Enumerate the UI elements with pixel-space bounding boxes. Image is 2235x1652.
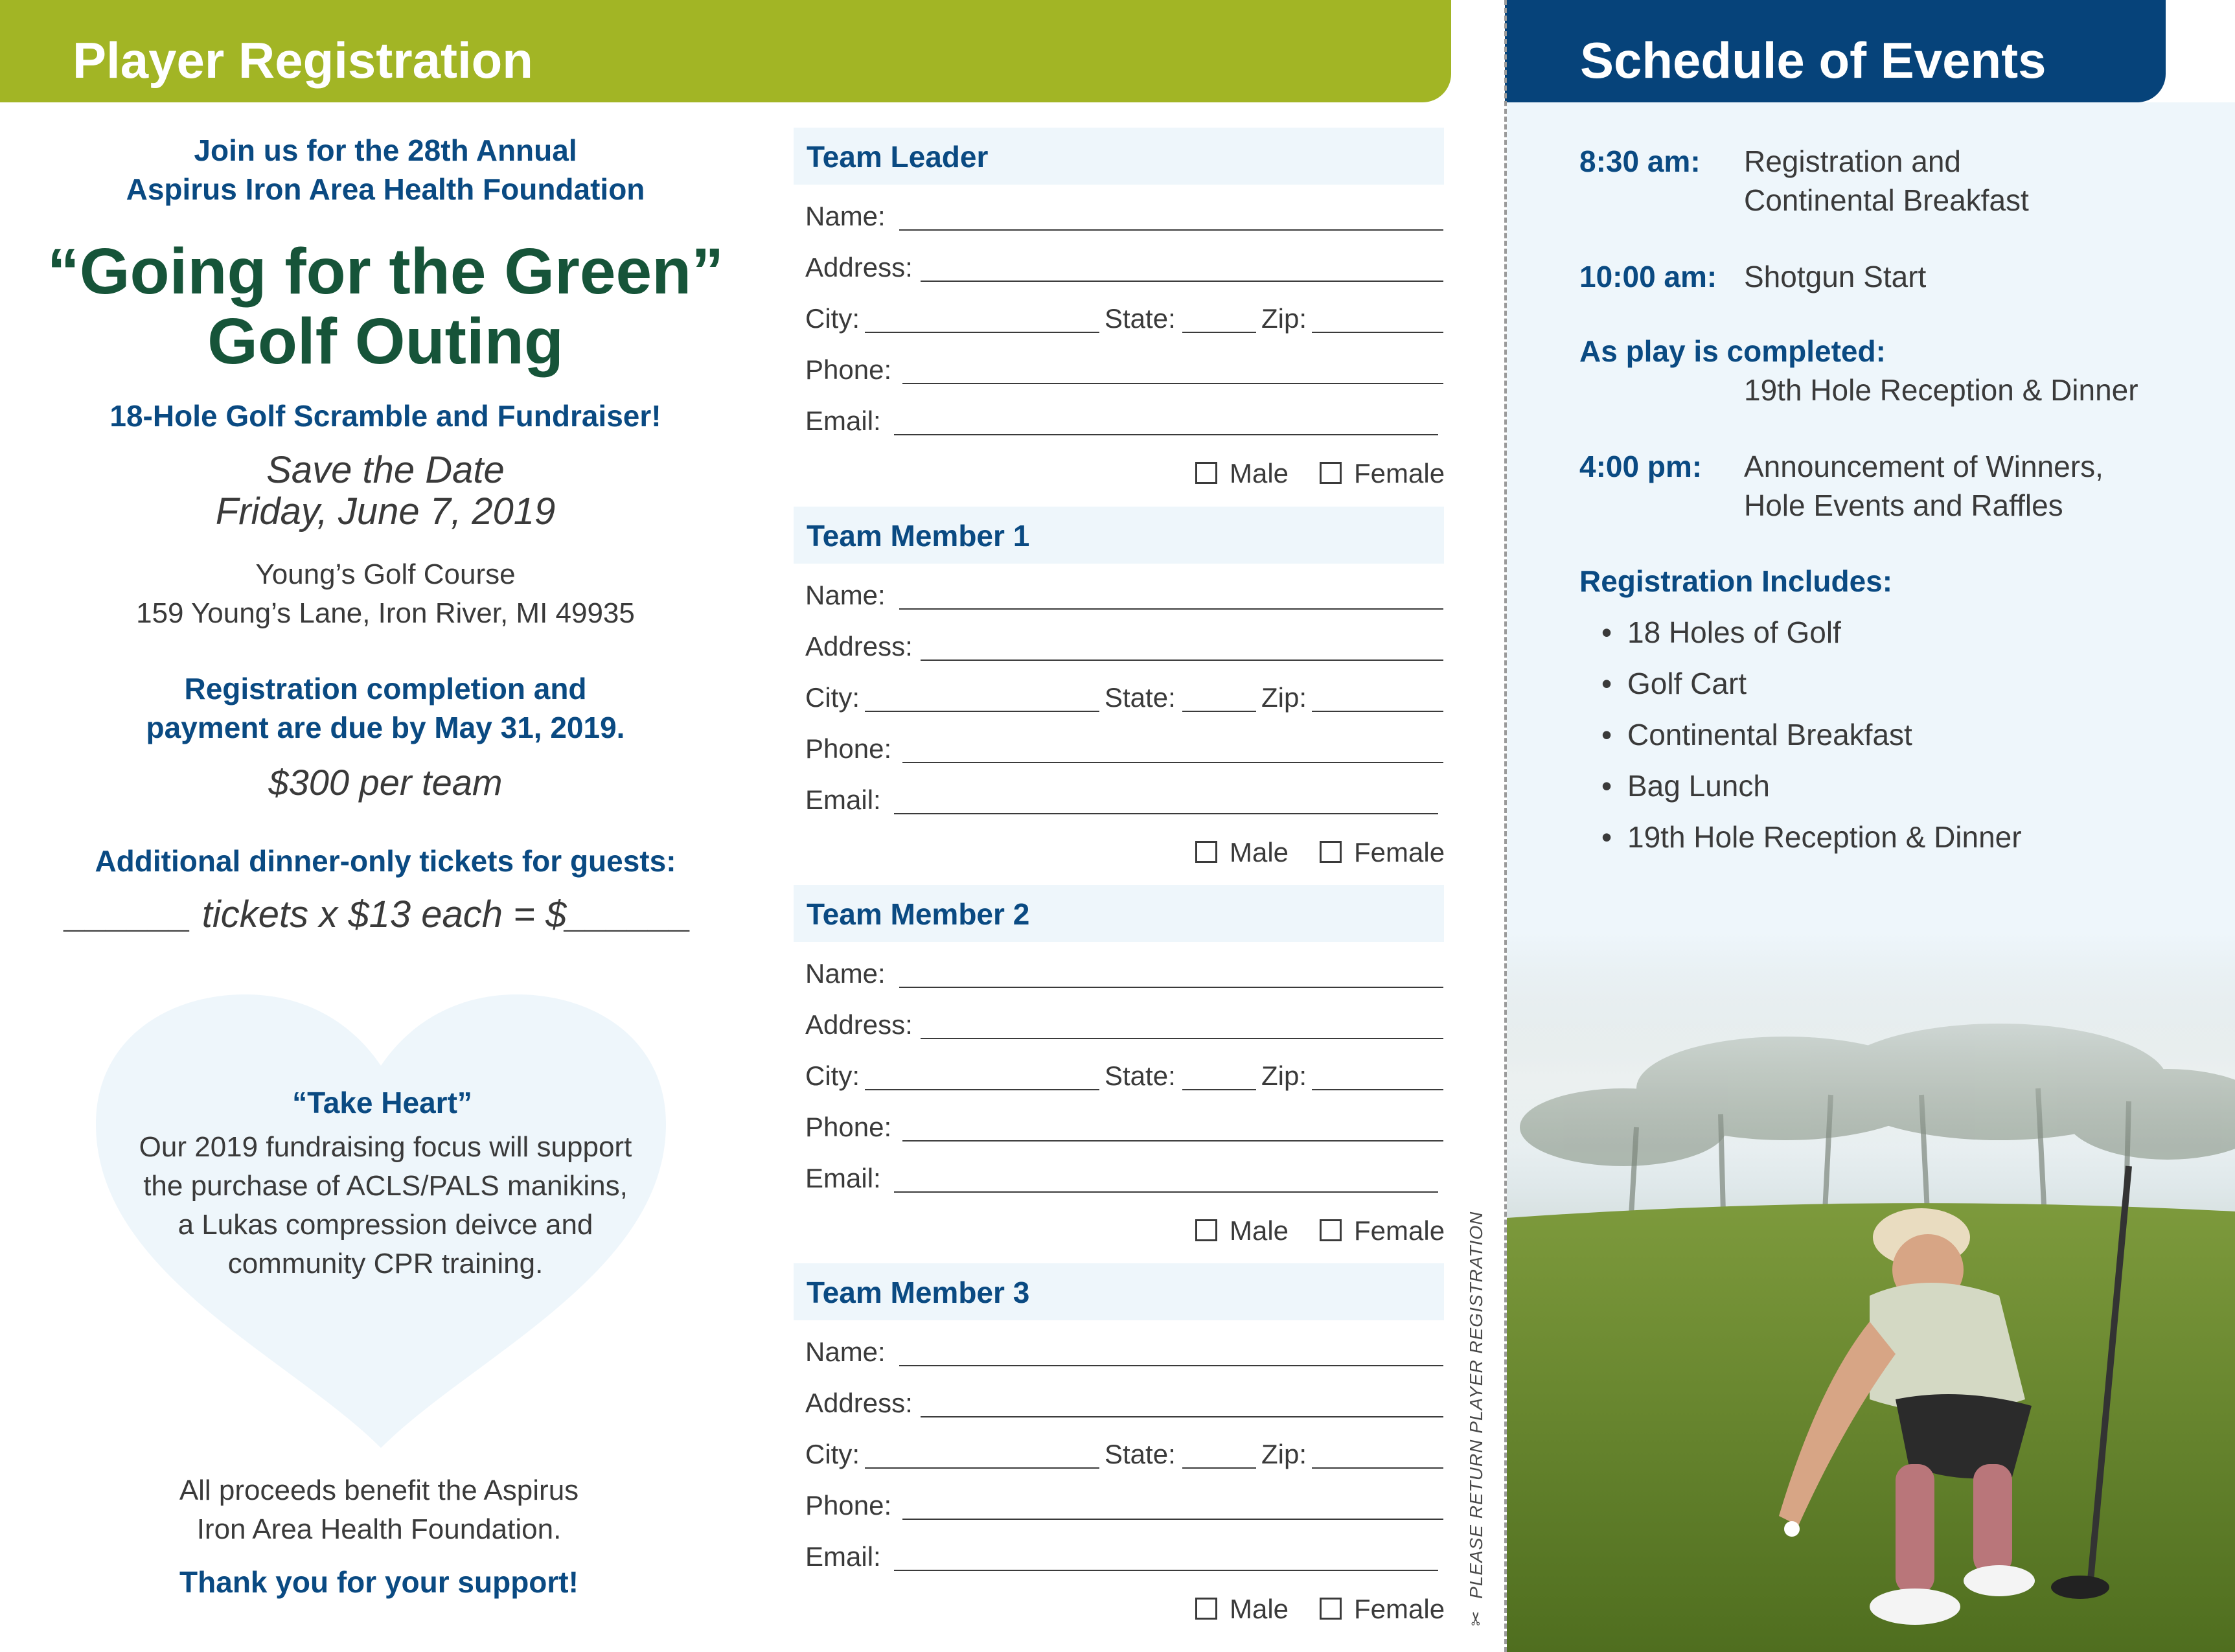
event-subtitle: 18-Hole Golf Scramble and Fundraiser! (109, 399, 661, 433)
name-label: Name: (805, 1337, 886, 1367)
male-label: Male (1230, 1594, 1289, 1624)
name-field[interactable] (899, 987, 1443, 988)
male-label: Male (1230, 458, 1289, 488)
event-title-line-2: Golf Outing (207, 305, 564, 378)
zip-field[interactable] (1312, 1089, 1443, 1090)
address-label: Address: (805, 1388, 913, 1418)
due-line-2: payment are due by May 31, 2019. (146, 711, 625, 744)
extra-tickets-line: ______ tickets x $13 each = $______ (66, 893, 692, 935)
city-label: City: (805, 1061, 860, 1091)
state-field[interactable] (1182, 1089, 1256, 1090)
email-label: Email: (805, 1541, 881, 1572)
includes-item: • Golf Cart (1627, 666, 1747, 701)
address-label: Address: (805, 1009, 913, 1040)
city-field[interactable] (865, 1089, 1099, 1090)
phone-field[interactable] (902, 1140, 1443, 1141)
heart-line-2: the purchase of ACLS/PALS manikins, (143, 1170, 628, 1202)
female-checkbox[interactable] (1320, 841, 1342, 863)
name-label: Name: (805, 580, 886, 610)
section-header (794, 507, 1444, 564)
phone-label: Phone: (805, 1112, 892, 1142)
address-field[interactable] (921, 281, 1443, 282)
zip-label: Zip: (1261, 1061, 1307, 1091)
schedule-time: 8:30 am: (1579, 144, 1701, 178)
name-field[interactable] (899, 1365, 1443, 1366)
section-header (794, 1263, 1444, 1320)
male-label: Male (1230, 1215, 1289, 1246)
email-label: Email: (805, 1163, 881, 1193)
female-label: Female (1354, 837, 1445, 867)
golfer-photo (1507, 933, 2235, 1652)
female-checkbox[interactable] (1320, 1219, 1342, 1241)
email-field[interactable] (894, 1191, 1438, 1193)
heart-line-4: community CPR training. (227, 1248, 544, 1279)
state-label: State: (1105, 1061, 1176, 1091)
section-header (794, 885, 1444, 942)
zip-field[interactable] (1312, 332, 1443, 333)
male-checkbox[interactable] (1195, 1598, 1217, 1620)
male-label: Male (1230, 837, 1289, 867)
female-label: Female (1354, 458, 1445, 488)
state-label: State: (1105, 1439, 1176, 1469)
female-checkbox[interactable] (1320, 462, 1342, 484)
phone-field[interactable] (902, 762, 1443, 763)
includes-item: • Bag Lunch (1627, 768, 1770, 803)
city-label: City: (805, 682, 860, 713)
section-title: Team Member 3 (807, 1276, 1030, 1309)
proceeds-line-1: All proceeds benefit the Aspirus (179, 1474, 579, 1506)
schedule-time: As play is completed: (1579, 334, 1886, 368)
thank-you: Thank you for your support! (179, 1565, 579, 1599)
schedule-title: Schedule of Events (1580, 32, 2046, 89)
schedule-event-cont: Hole Events and Raffles (1744, 488, 2063, 522)
heart-title: “Take Heart” (292, 1086, 472, 1119)
proceeds-line-2: Iron Area Health Foundation. (196, 1513, 562, 1545)
phone-field[interactable] (902, 1519, 1443, 1520)
state-field[interactable] (1182, 711, 1256, 712)
female-checkbox[interactable] (1320, 1598, 1342, 1620)
city-field[interactable] (865, 711, 1099, 712)
name-field[interactable] (899, 229, 1443, 231)
state-field[interactable] (1182, 332, 1256, 333)
includes-title: Registration Includes: (1579, 564, 1893, 598)
heart-line-1: Our 2019 fundraising focus will support (139, 1131, 632, 1163)
state-label: State: (1105, 682, 1176, 713)
zip-label: Zip: (1261, 1439, 1307, 1469)
phone-field[interactable] (902, 383, 1443, 384)
schedule-event: Registration and (1744, 144, 1961, 178)
zip-field[interactable] (1312, 1467, 1443, 1469)
name-label: Name: (805, 958, 886, 989)
registration-title: Player Registration (73, 32, 533, 89)
city-label: City: (805, 1439, 860, 1469)
schedule-event: Announcement of Winners, (1744, 450, 2103, 483)
address-label: Address: (805, 631, 913, 661)
phone-label: Phone: (805, 733, 892, 764)
address-label: Address: (805, 252, 913, 282)
phone-label: Phone: (805, 1490, 892, 1520)
name-label: Name: (805, 201, 886, 231)
venue-name: Young’s Golf Course (255, 558, 516, 590)
schedule-header (1505, 0, 2166, 102)
email-field[interactable] (894, 813, 1438, 814)
intro-line-1: Join us for the 28th Annual (194, 133, 577, 167)
extra-tickets-label: Additional dinner-only tickets for guests: (95, 844, 676, 878)
schedule-event: Shotgun Start (1744, 260, 1927, 293)
phone-label: Phone: (805, 354, 892, 385)
city-field[interactable] (865, 332, 1099, 333)
venue-address: 159 Young’s Lane, Iron River, MI 49935 (136, 597, 635, 629)
zip-label: Zip: (1261, 682, 1307, 713)
zip-label: Zip: (1261, 303, 1307, 334)
schedule-event-cont: Continental Breakfast (1744, 183, 2029, 217)
city-field[interactable] (865, 1467, 1099, 1469)
address-field[interactable] (921, 1038, 1443, 1039)
schedule-event: 19th Hole Reception & Dinner (1744, 373, 2138, 407)
zip-field[interactable] (1312, 711, 1443, 712)
email-label: Email: (805, 406, 881, 436)
schedule-time: 4:00 pm: (1579, 450, 1702, 483)
schedule-time: 10:00 am: (1579, 260, 1717, 293)
email-field[interactable] (894, 434, 1438, 435)
heart-line-3: a Lukas compression deivce and (178, 1209, 593, 1241)
female-label: Female (1354, 1215, 1445, 1246)
female-label: Female (1354, 1594, 1445, 1624)
due-line-1: Registration completion and (184, 672, 587, 706)
registration-header (0, 0, 1451, 102)
email-label: Email: (805, 785, 881, 815)
male-checkbox[interactable] (1195, 462, 1217, 484)
event-date: Friday, June 7, 2019 (215, 490, 556, 533)
email-field[interactable] (894, 1570, 1438, 1571)
includes-item: • 18 Holes of Golf (1627, 615, 1841, 650)
scissors-icon: ✂ (1466, 1598, 1486, 1626)
save-the-date: Save the Date (266, 449, 505, 491)
address-field[interactable] (921, 660, 1443, 661)
name-field[interactable] (899, 608, 1443, 610)
includes-item: • Continental Breakfast (1627, 717, 1912, 752)
section-title: Team Member 2 (807, 897, 1030, 931)
section-title: Team Member 1 (807, 519, 1030, 553)
state-field[interactable] (1182, 1467, 1256, 1469)
city-label: City: (805, 303, 860, 334)
address-field[interactable] (921, 1416, 1443, 1417)
section-title: Team Leader (807, 140, 989, 174)
team-price: $300 per team (268, 762, 503, 803)
male-checkbox[interactable] (1195, 841, 1217, 863)
section-header (794, 128, 1444, 185)
intro-line-2: Aspirus Iron Area Health Foundation (126, 172, 645, 206)
male-checkbox[interactable] (1195, 1219, 1217, 1241)
return-registration-note: ✂ PLEASE RETURN PLAYER REGISTRATION (1466, 1211, 1486, 1626)
includes-item: • 19th Hole Reception & Dinner (1627, 820, 2022, 855)
state-label: State: (1105, 303, 1176, 334)
event-title-line-1: “Going for the Green” (47, 235, 724, 308)
